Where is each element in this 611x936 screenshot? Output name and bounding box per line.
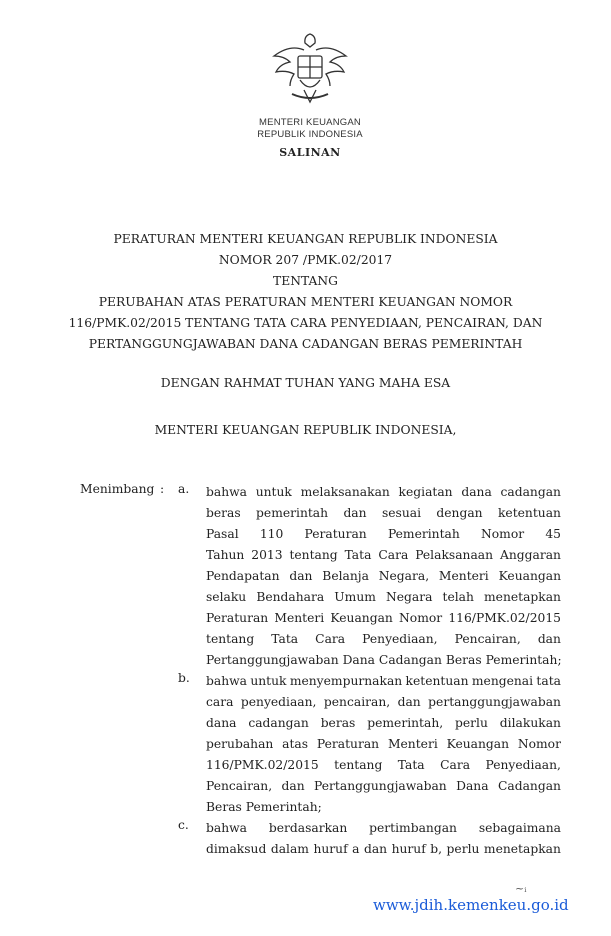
title-line: PERUBAHAN ATAS PERATURAN MENTERI KEUANGAN NOMOR: [98, 295, 513, 309]
text-line: [206, 545, 561, 566]
word: Peraturan: [316, 737, 380, 751]
word: cadangan: [500, 485, 561, 499]
text-line: [206, 692, 561, 713]
word: Menteri: [387, 737, 438, 751]
word: dana: [461, 485, 492, 499]
word: dilakukan: [499, 716, 561, 730]
word: perubahan: [206, 737, 274, 751]
title-line: PERTANGGUNGJAWABAN DANA CADANGAN BERAS PEMERINTAH: [88, 337, 523, 351]
word: penyediaan,: [240, 695, 317, 709]
word: 110: [259, 527, 284, 541]
word: dalam: [270, 842, 309, 856]
item-marker: c.: [178, 818, 189, 832]
word: pertimbangan: [369, 821, 457, 835]
title-number: NOMOR 207 /PMK.02/2017: [218, 253, 393, 267]
word: dengan: [436, 506, 483, 520]
item-marker: b.: [178, 671, 190, 685]
word: Tata: [271, 632, 299, 646]
word: bahwa: [206, 821, 247, 835]
word: dan: [397, 695, 421, 709]
word: Pendapatan: [206, 569, 280, 583]
text-line: [206, 671, 561, 692]
word: tata: [536, 674, 561, 688]
word: Pertanggungjawaban: [206, 653, 343, 667]
word: Tata: [397, 758, 425, 772]
word: Keuangan: [330, 611, 393, 625]
considering-item-b: [206, 671, 561, 818]
word: Cadangan: [497, 779, 561, 793]
word: untuk: [250, 674, 287, 688]
word: Pelaksanaan: [415, 548, 494, 562]
word: tentang: [334, 758, 383, 772]
word: cara: [206, 695, 234, 709]
word: Menteri: [438, 569, 489, 583]
word: b,: [430, 842, 443, 856]
word: Pemerintah;: [485, 653, 562, 667]
word: Keuangan: [446, 737, 510, 751]
word: huruf: [391, 842, 426, 856]
word: Peraturan: [206, 611, 269, 625]
word: ketentuan: [405, 674, 469, 688]
word: dimaksud: [206, 842, 267, 856]
word: Belanja: [322, 569, 369, 583]
word: dan: [289, 569, 313, 583]
word: tentang: [289, 548, 338, 562]
title-line: PERATURAN MENTERI KEUANGAN REPUBLIK INDONESIA: [113, 232, 498, 246]
word: Pertanggungjawaban: [314, 779, 447, 793]
text-line: [206, 839, 561, 860]
regulation-title: [40, 229, 571, 355]
word: kegiatan: [398, 485, 453, 499]
word: 116/PMK.02/2015: [448, 611, 561, 625]
word: pemerintah: [256, 506, 329, 520]
institution-line-2: REPUBLIK INDONESIA: [257, 129, 363, 140]
word: dan: [363, 842, 388, 856]
considering-item-a: [206, 482, 561, 671]
word: cadangan: [248, 716, 309, 730]
considering-colon: :: [160, 482, 165, 496]
word: dan: [537, 632, 561, 646]
word: Cara: [440, 758, 471, 772]
word: sebagaimana: [478, 821, 561, 835]
word: menetapkan: [484, 590, 561, 604]
word: bahwa: [206, 674, 247, 688]
word: Penyediaan,: [362, 632, 438, 646]
word: menetapkan: [483, 842, 561, 856]
word: Bendahara: [256, 590, 325, 604]
word: Pasal: [206, 527, 239, 541]
invocation: DENGAN RAHMAT TUHAN YANG MAHA ESA: [160, 376, 451, 390]
word: dan: [281, 779, 305, 793]
word: Beras: [206, 800, 246, 814]
word: melaksanakan: [300, 485, 390, 499]
considering-label: Menimbang: [80, 482, 155, 496]
word: Nomor: [481, 527, 525, 541]
title-line: 116/PMK.02/2015 TENTANG TATA CARA PENYEDIAAN, PENCAIRAN, DAN: [68, 316, 543, 330]
word: Cara: [315, 632, 346, 646]
item-marker: a.: [178, 482, 190, 496]
text-line: [206, 503, 561, 524]
word: atas: [282, 737, 309, 751]
word: mengenai: [471, 674, 534, 688]
word: untuk: [255, 485, 292, 499]
word: selaku: [206, 590, 247, 604]
word: dana: [206, 716, 237, 730]
word: Peraturan: [304, 527, 367, 541]
word: menyempurnakan: [289, 674, 403, 688]
word: beras: [320, 716, 356, 730]
word: pencairan,: [323, 695, 391, 709]
word: tentang: [206, 632, 255, 646]
word: dan: [343, 506, 367, 520]
word: huruf: [313, 842, 348, 856]
text-line: [206, 650, 561, 671]
institution-line-1: MENTERI KEUANGAN: [259, 117, 361, 128]
word: pertanggungjawaban: [428, 695, 561, 709]
considering-item-c: [206, 818, 561, 860]
text-line: [206, 587, 561, 608]
copy-label: SALINAN: [279, 146, 341, 159]
word: Tahun: [206, 548, 245, 562]
word: Nomor: [399, 611, 443, 625]
word: perlu: [446, 842, 480, 856]
word: berdasarkan: [268, 821, 348, 835]
issuer: MENTERI KEUANGAN REPUBLIK INDONESIA,: [154, 423, 457, 437]
text-line: [206, 629, 561, 650]
word: Dana: [456, 779, 489, 793]
word: Beras: [445, 653, 486, 667]
word: Pencairan,: [454, 632, 521, 646]
text-line: [206, 776, 561, 797]
word: 116/PMK.02/2015: [206, 758, 319, 772]
word: bahwa: [206, 485, 247, 499]
word: Dana: [342, 653, 379, 667]
text-line: [206, 566, 561, 587]
text-line: [206, 755, 561, 776]
text-line: [206, 482, 561, 503]
word: Menteri: [274, 611, 325, 625]
word: beras: [206, 506, 241, 520]
word: Cadangan: [378, 653, 446, 667]
text-line: [206, 524, 561, 545]
website-link[interactable]: www.jdih.kemenkeu.go.id: [373, 896, 569, 914]
word: a: [352, 842, 360, 856]
word: Cara: [378, 548, 409, 562]
text-line: [206, 608, 561, 629]
word: Nomor: [517, 737, 561, 751]
word: Pemerintah: [387, 527, 460, 541]
text-line: [206, 734, 561, 755]
text-line: [206, 797, 561, 818]
word: sesuai: [381, 506, 422, 520]
word: Pemerintah;: [245, 800, 322, 814]
word: Tata: [344, 548, 372, 562]
text-line: [206, 818, 561, 839]
word: Negara: [385, 590, 433, 604]
word: 2013: [251, 548, 283, 562]
word: Penyediaan,: [485, 758, 561, 772]
word: Negara,: [378, 569, 430, 583]
word: ketentuan: [497, 506, 561, 520]
text-line: [206, 713, 561, 734]
word: Umum: [334, 590, 376, 604]
word: Pencairan,: [206, 779, 273, 793]
word: pemerintah,: [367, 716, 444, 730]
word: telah: [442, 590, 474, 604]
initial-mark: ~ᵢ: [515, 882, 527, 895]
word: 45: [545, 527, 561, 541]
title-line: TENTANG: [273, 274, 338, 288]
word: Anggaran: [499, 548, 561, 562]
garuda-emblem-icon: [270, 28, 350, 112]
word: perlu: [455, 716, 488, 730]
word: Keuangan: [498, 569, 561, 583]
